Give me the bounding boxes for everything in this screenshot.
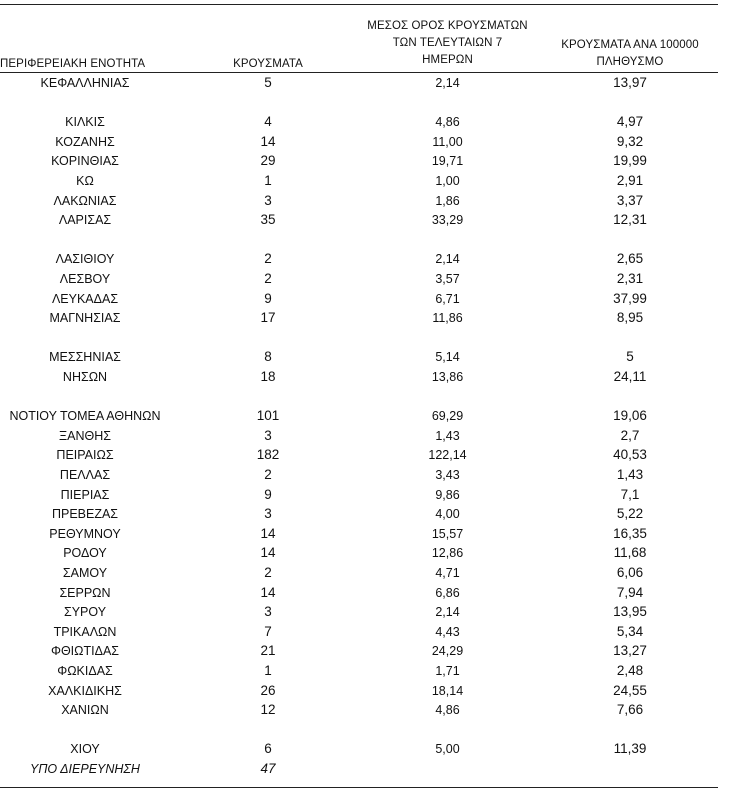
header-per-100k-line-1: ΚΡΟΥΣΜΑΤΑ ΑΝΑ 100000 bbox=[561, 39, 699, 51]
average-cell: 11,00 bbox=[432, 134, 463, 149]
region-name-cell: ΚΙΛΚΙΣ bbox=[65, 115, 105, 130]
table-row bbox=[0, 152, 734, 170]
cases-cell: 14 bbox=[260, 584, 276, 600]
cases-cell: 7 bbox=[264, 623, 272, 639]
per-100k-cell: 2,48 bbox=[616, 663, 644, 678]
cases-cell: 3 bbox=[264, 427, 272, 443]
average-cell: 122,14 bbox=[428, 448, 467, 463]
table-row bbox=[0, 250, 734, 268]
region-name-cell: ΜΑΓΝΗΣΙΑΣ bbox=[49, 311, 121, 326]
per-100k-cell: 40,53 bbox=[613, 447, 647, 463]
per-100k-cell: 1,43 bbox=[616, 467, 644, 482]
table-row bbox=[0, 760, 734, 778]
header-region: ΠΕΡΙΦΕΡΕΙΑΚΗ ΕΝΟΤΗΤΑ bbox=[0, 58, 146, 70]
cases-cell: 18 bbox=[260, 369, 276, 384]
region-name-cell: ΝΗΣΩΝ bbox=[62, 370, 108, 384]
average-cell: 3,43 bbox=[435, 468, 460, 482]
table-row bbox=[0, 486, 734, 504]
region-name-cell: ΧΑΝΙΩΝ bbox=[61, 703, 109, 718]
table-row bbox=[0, 74, 734, 92]
region-name-cell: ΜΕΣΣΗΝΙΑΣ bbox=[49, 350, 121, 365]
table-row bbox=[0, 407, 734, 425]
region-name-cell: ΣΕΡΡΩΝ bbox=[59, 585, 111, 600]
region-name-cell: ΦΘΙΩΤΙΔΑΣ bbox=[50, 644, 120, 659]
per-100k-cell: 7,94 bbox=[616, 584, 644, 600]
region-name-cell: ΠΙΕΡΙΑΣ bbox=[60, 487, 110, 502]
cases-cell: 9 bbox=[264, 486, 272, 502]
average-cell: 1,00 bbox=[435, 174, 460, 188]
table-row bbox=[0, 309, 734, 327]
average-cell: 6,86 bbox=[435, 585, 460, 600]
average-cell: 4,71 bbox=[435, 566, 460, 580]
cases-cell: 8 bbox=[264, 349, 272, 365]
cases-cell: 12 bbox=[260, 702, 276, 718]
region-name-cell: ΡΟΔΟΥ bbox=[63, 546, 107, 561]
cases-cell: 3 bbox=[264, 192, 272, 208]
region-name-cell: ΡΕΘΥΜΝΟΥ bbox=[49, 526, 121, 541]
cases-cell: 35 bbox=[260, 212, 276, 228]
cases-cell: 2 bbox=[264, 271, 272, 286]
cases-cell: 14 bbox=[260, 133, 276, 149]
cases-cell: 14 bbox=[260, 525, 276, 541]
cases-cell: 3 bbox=[264, 506, 272, 522]
table-row bbox=[0, 270, 734, 288]
per-100k-cell: 2,91 bbox=[616, 173, 644, 188]
per-100k-cell: 11,39 bbox=[613, 741, 647, 757]
per-100k-cell: 7,1 bbox=[620, 486, 640, 502]
average-cell: 4,86 bbox=[435, 115, 460, 130]
cases-cell: 21 bbox=[260, 643, 276, 659]
per-100k-cell: 7,66 bbox=[616, 702, 644, 718]
cases-cell: 14 bbox=[260, 545, 276, 561]
table-row bbox=[0, 505, 734, 523]
cases-cell: 5 bbox=[264, 75, 272, 90]
cases-cell: 2 bbox=[264, 251, 272, 267]
average-cell: 4,43 bbox=[435, 624, 460, 639]
region-name-cell: ΠΕΙΡΑΙΩΣ bbox=[56, 448, 114, 463]
table-row bbox=[0, 584, 734, 602]
average-cell: 33,29 bbox=[431, 213, 464, 228]
cases-cell: 2 bbox=[264, 467, 272, 482]
region-name-cell: ΚΟΡΙΝΘΙΑΣ bbox=[51, 154, 119, 169]
cases-cell: 3 bbox=[264, 604, 272, 620]
region-name-cell: ΚΟΖΑΝΗΣ bbox=[55, 134, 115, 149]
table-row bbox=[0, 133, 734, 151]
per-100k-cell: 3,37 bbox=[616, 192, 644, 208]
average-cell: 9,86 bbox=[435, 487, 460, 502]
table-row bbox=[0, 446, 734, 464]
average-cell: 2,14 bbox=[435, 252, 460, 267]
per-100k-cell: 37,99 bbox=[613, 290, 647, 306]
per-100k-cell: 2,31 bbox=[616, 271, 644, 286]
table-row bbox=[0, 662, 734, 680]
average-cell: 4,00 bbox=[435, 507, 460, 522]
per-100k-cell: 5,22 bbox=[616, 506, 644, 522]
cases-cell: 9 bbox=[264, 290, 272, 306]
table-row bbox=[0, 427, 734, 445]
per-100k-cell: 11,68 bbox=[613, 545, 647, 561]
average-cell: 2,14 bbox=[435, 76, 460, 90]
average-cell: 1,86 bbox=[435, 193, 460, 208]
table-row bbox=[0, 525, 734, 543]
region-name-cell: ΞΑΝΘΗΣ bbox=[59, 428, 111, 443]
header-average-line-2: ΤΩΝ ΤΕΛΕΥΤΑΙΩΝ 7 bbox=[392, 37, 503, 49]
average-cell: 24,29 bbox=[431, 644, 464, 659]
per-100k-cell: 8,95 bbox=[616, 310, 644, 326]
average-cell: 5,00 bbox=[435, 742, 460, 757]
table-row bbox=[0, 113, 734, 131]
per-100k-cell: 5,34 bbox=[616, 623, 644, 639]
region-name-cell: ΧΙΟΥ bbox=[70, 742, 100, 757]
per-100k-cell: 2,65 bbox=[616, 251, 644, 267]
cases-cell: 47 bbox=[260, 761, 276, 776]
table-row bbox=[0, 564, 734, 582]
per-100k-cell: 5 bbox=[626, 349, 634, 365]
table-row bbox=[0, 368, 734, 386]
per-100k-cell: 13,27 bbox=[613, 643, 647, 659]
table-row bbox=[0, 623, 734, 641]
region-name-cell: ΧΑΛΚΙΔΙΚΗΣ bbox=[48, 683, 122, 698]
cases-cell: 26 bbox=[260, 682, 276, 698]
region-name-cell: ΝΟΤΙΟΥ ΤΟΜΕΑ ΑΘΗΝΩΝ bbox=[9, 409, 161, 424]
per-100k-cell: 13,95 bbox=[613, 604, 647, 620]
average-cell: 19,71 bbox=[431, 154, 464, 169]
region-name-cell: ΛΑΚΩΝΙΑΣ bbox=[53, 193, 117, 208]
region-name-cell: ΛΑΡΙΣΑΣ bbox=[58, 213, 112, 228]
region-name-cell: ΠΕΛΛΑΣ bbox=[59, 468, 111, 482]
header-per-100k-line-2: ΠΛΗΘΥΣΜΟ bbox=[596, 56, 664, 68]
cases-cell: 4 bbox=[264, 114, 272, 130]
region-name-cell: ΚΩ bbox=[76, 174, 94, 188]
average-cell: 69,29 bbox=[431, 409, 464, 424]
per-100k-cell: 16,35 bbox=[613, 525, 647, 541]
region-name-cell: ΣΑΜΟΥ bbox=[62, 566, 108, 580]
cases-cell: 29 bbox=[260, 153, 276, 169]
average-cell: 2,14 bbox=[435, 605, 460, 620]
region-name-cell: ΛΕΥΚΑΔΑΣ bbox=[51, 291, 119, 306]
table-row bbox=[0, 682, 734, 700]
average-cell: 12,86 bbox=[431, 546, 464, 561]
cases-cell: 2 bbox=[264, 565, 272, 580]
table-row bbox=[0, 348, 734, 366]
region-name-cell: ΤΡΙΚΑΛΩΝ bbox=[53, 624, 117, 639]
average-cell: 3,57 bbox=[435, 272, 460, 286]
table-row bbox=[0, 740, 734, 758]
region-name-cell: ΛΑΣΙΘΙΟΥ bbox=[55, 252, 115, 267]
average-cell: 6,71 bbox=[435, 291, 460, 306]
average-cell: 11,86 bbox=[432, 311, 463, 326]
per-100k-cell: 24,11 bbox=[613, 369, 647, 384]
average-cell: 1,43 bbox=[435, 428, 460, 443]
average-cell: 5,14 bbox=[435, 350, 460, 365]
table-bottom-rule bbox=[0, 787, 718, 788]
per-100k-cell: 19,99 bbox=[613, 153, 647, 169]
per-100k-cell: 9,32 bbox=[616, 133, 644, 149]
region-name-cell: ΠΡΕΒΕΖΑΣ bbox=[51, 507, 119, 522]
table-row bbox=[0, 192, 734, 210]
cases-cell: 1 bbox=[264, 663, 272, 678]
region-name-cell: ΣΥΡΟΥ bbox=[63, 605, 107, 620]
per-100k-cell: 24,55 bbox=[613, 682, 647, 698]
average-cell: 1,71 bbox=[435, 664, 460, 678]
per-100k-cell: 13,97 bbox=[613, 75, 647, 90]
region-name-cell: ΛΕΣΒΟΥ bbox=[59, 272, 111, 286]
header-cases: ΚΡΟΥΣΜΑΤΑ bbox=[233, 58, 303, 70]
per-100k-cell: 19,06 bbox=[613, 408, 647, 424]
table-row bbox=[0, 642, 734, 660]
average-cell: 15,57 bbox=[431, 526, 464, 541]
average-cell: 4,86 bbox=[435, 703, 460, 718]
table-row bbox=[0, 466, 734, 484]
cases-cell: 101 bbox=[256, 408, 280, 424]
cases-cell: 6 bbox=[264, 741, 272, 757]
table-row bbox=[0, 603, 734, 621]
region-name-cell: ΥΠΟ ΔΙΕΡΕΥΝΗΣΗ bbox=[30, 762, 140, 776]
region-name-cell: ΦΩΚΙΔΑΣ bbox=[57, 664, 113, 678]
table-row bbox=[0, 290, 734, 308]
average-cell: 13,86 bbox=[431, 370, 464, 384]
table-row bbox=[0, 701, 734, 719]
table-row bbox=[0, 544, 734, 562]
per-100k-cell: 6,06 bbox=[616, 565, 644, 580]
table-row bbox=[0, 211, 734, 229]
region-name-cell: ΚΕΦΑΛΛΗΝΙΑΣ bbox=[40, 76, 130, 90]
cases-cell: 182 bbox=[256, 447, 280, 463]
per-100k-cell: 4,97 bbox=[616, 114, 644, 130]
average-cell: 18,14 bbox=[431, 683, 464, 698]
header-average-line-3: ΗΜΕΡΩΝ bbox=[422, 54, 473, 66]
per-100k-cell: 12,31 bbox=[613, 212, 647, 228]
per-100k-cell: 2,7 bbox=[620, 427, 640, 443]
table-row bbox=[0, 172, 734, 190]
cases-cell: 17 bbox=[260, 310, 276, 326]
header-average-line-1: ΜΕΣΟΣ ΟΡΟΣ ΚΡΟΥΣΜΑΤΩΝ bbox=[367, 20, 528, 32]
cases-cell: 1 bbox=[264, 173, 272, 188]
